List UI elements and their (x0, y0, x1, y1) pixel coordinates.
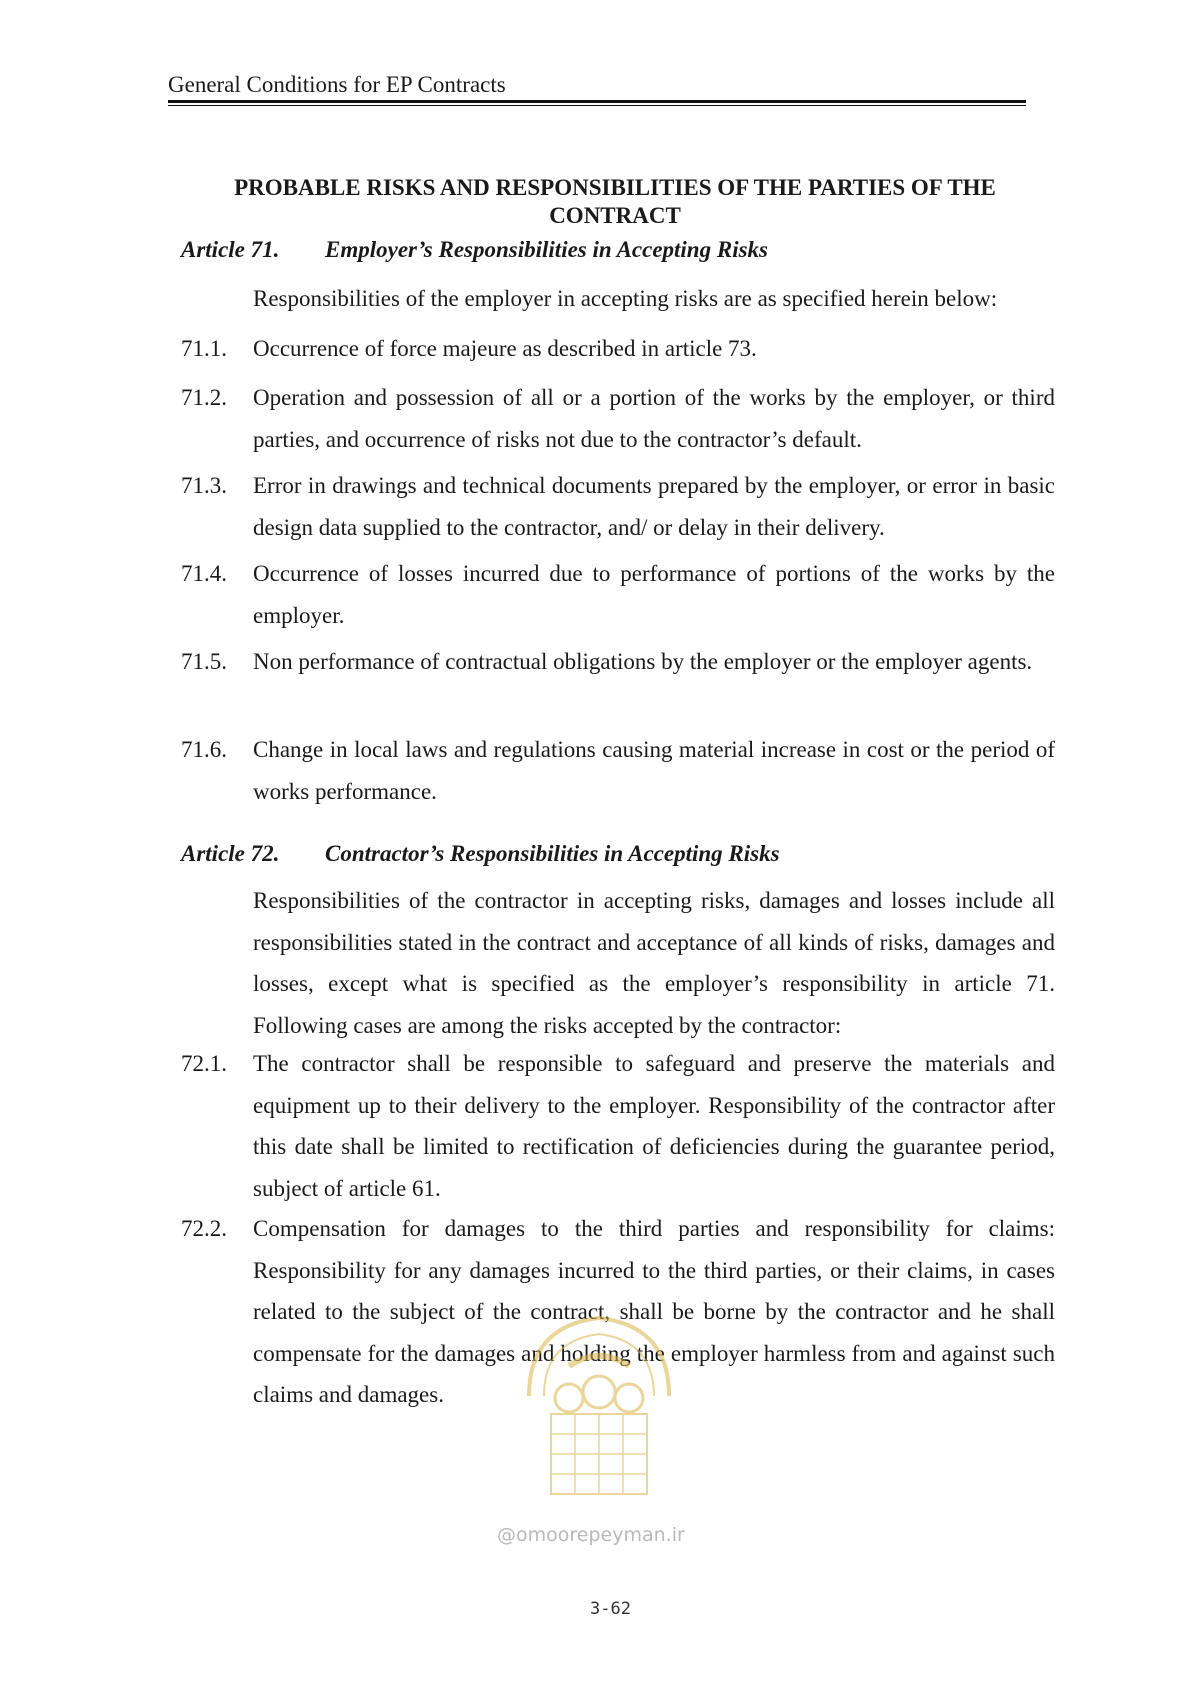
article-71-number: Article 71. (181, 237, 280, 262)
article-72-intro: Responsibilities of the contractor in accepting risks, damages and losses include all responsibilities stated in the contract and acceptance of all kinds of risks, damages and losses, except what is specified as the employer’s responsibility in article 71. Following cases are among the risks accepted by the contractor: (253, 888, 1055, 1038)
item-text: The contractor shall be responsible to safeguard and preserve the materials and equipment up to their delivery to the employer. Responsibility of the contractor after this date shall be limited to rectification of deficiencies during the guarantee period, subject of article 61. (253, 1051, 1055, 1201)
list-item-71-4 (181, 553, 1055, 636)
item-text: Non performance of contractual obligations by the employer or the employer agents. (253, 649, 1033, 674)
article-72-number: Article 72. (181, 841, 280, 866)
item-number: 72.2. (181, 1216, 227, 1241)
list-item-72-1 (181, 1043, 1055, 1209)
list-item-71-3 (181, 465, 1055, 548)
item-number: 71.2. (181, 385, 227, 410)
page-number: 3-62 (590, 1599, 631, 1619)
article-71-title: Employer’s Responsibilities in Accepting Risks (325, 237, 768, 262)
header-rule (168, 100, 1026, 103)
item-number: 71.3. (181, 473, 227, 498)
item-text: Occurrence of force majeure as described in article 73. (253, 336, 757, 361)
section-title-line-2: CONTRACT (549, 203, 681, 228)
header-rule-thin (168, 105, 1026, 106)
header-title: General Conditions for EP Contracts (168, 72, 506, 97)
item-text: Operation and possession of all or a portion of the works by the employer, or third parties, and occurrence of risks not due to the contractor’s default. (253, 385, 1055, 452)
list-item-71-1 (181, 328, 1055, 370)
item-text: Compensation for damages to the third parties and responsibility for claims: Responsibility for any damages incurred to the third parties, or their claims, in cases related to the subject of the contract, shall be borne by the contractor and he shall compensate for the damages and holding the employer harmless from and against such claims and damages. (253, 1216, 1055, 1407)
running-header (168, 70, 1026, 106)
item-number: 71.5. (181, 649, 227, 674)
watermark-seal-icon (499, 1296, 699, 1514)
section-title-line-1: PROBABLE RISKS AND RESPONSIBILITIES OF THE PARTIES OF THE (234, 175, 996, 200)
item-text: Occurrence of losses incurred due to performance of portions of the works by the employer. (253, 561, 1055, 628)
watermark-site: @omoorepeyman.ir (497, 1524, 685, 1546)
item-number: 72.1. (181, 1051, 227, 1076)
list-item-71-6 (181, 729, 1055, 812)
item-text: Error in drawings and technical documents prepared by the employer, or error in basic design data supplied to the contractor, and/ or delay in their delivery. (253, 473, 1055, 540)
list-item-71-5 (181, 641, 1055, 683)
item-number: 71.6. (181, 737, 227, 762)
item-text: Change in local laws and regulations causing material increase in cost or the period of works performance. (253, 737, 1055, 804)
section-title (200, 174, 1030, 230)
item-number: 71.4. (181, 561, 227, 586)
list-item-71-2 (181, 377, 1055, 460)
item-number: 71.1. (181, 336, 227, 361)
article-71-intro: Responsibilities of the employer in accepting risks are as specified herein below: (253, 286, 998, 311)
article-72-title: Contractor’s Responsibilities in Accepting Risks (325, 841, 780, 866)
